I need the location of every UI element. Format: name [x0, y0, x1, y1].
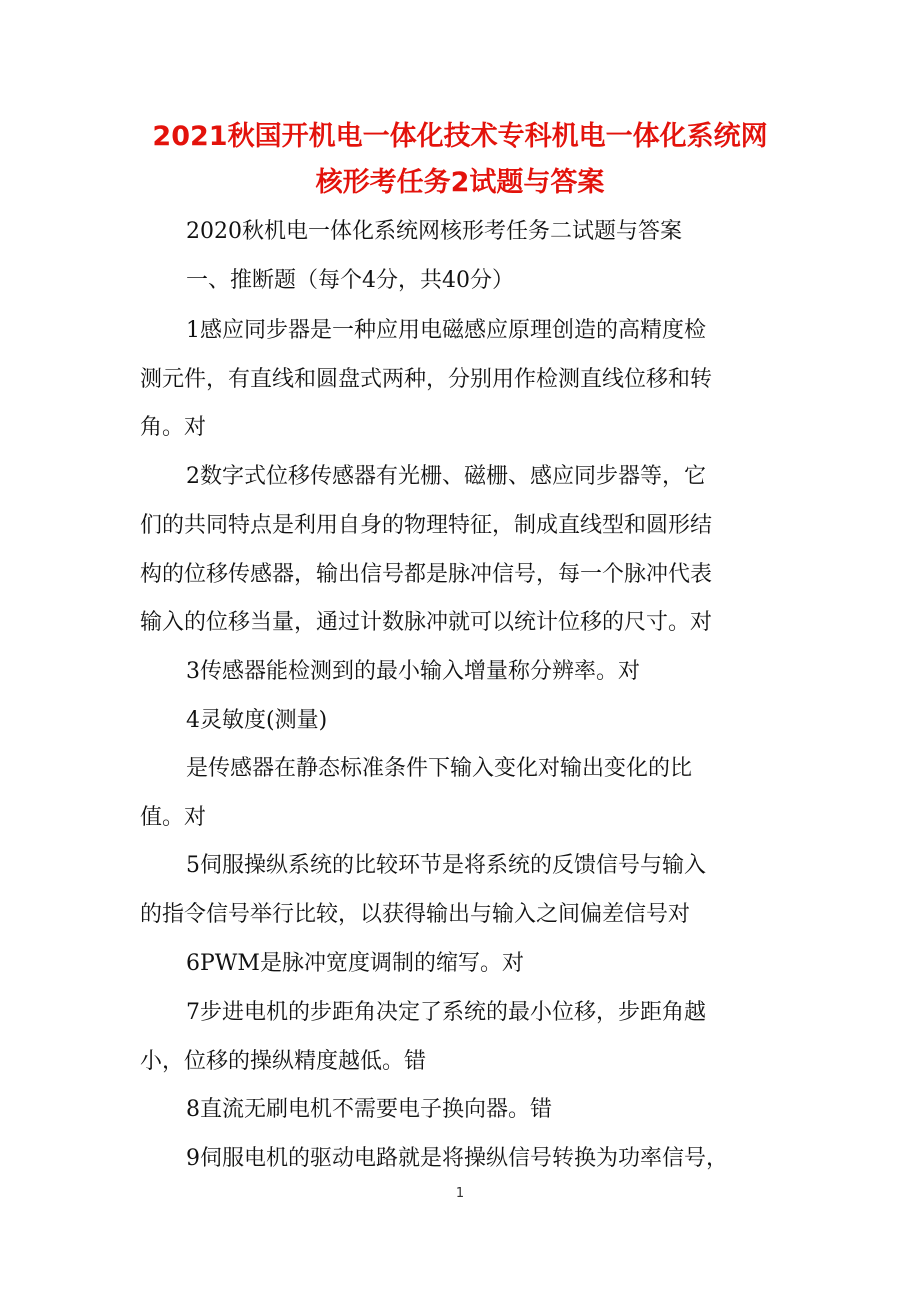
body-line: 的指令信号举行比较，以获得输出与输入之间偏差信号对	[140, 902, 691, 927]
body-line: 6PWM是脉冲宽度调制的缩写。对	[186, 951, 524, 976]
body-line: 2数字式位移传感器有光栅、磁栅、感应同步器等，它	[186, 464, 706, 489]
document-title-line-1: 2021秋国开机电一体化技术专科机电一体化系统网	[152, 121, 768, 152]
body-line: 们的共同特点是利用自身的物理特征，制成直线型和圆形结	[140, 513, 713, 538]
page-number: 1	[455, 1186, 465, 1201]
body-line: 8直流无刷电机不需要电子换向器。错	[186, 1097, 552, 1122]
body-line: 9伺服电机的驱动电路就是将操纵信号转换为功率信号，	[186, 1146, 728, 1171]
body-line: 构的位移传感器，输出信号都是脉冲信号，每一个脉冲代表	[140, 562, 713, 587]
body-line: 1感应同步器是一种应用电磁感应原理创造的高精度检	[186, 318, 706, 343]
body-line: 值。对	[140, 805, 207, 830]
body-line: 3传感器能检测到的最小输入增量称分辨率。对	[186, 659, 640, 684]
body-line: 4灵敏度(测量)	[186, 708, 328, 733]
document-subtitle: 2020秋机电一体化系统网核形考任务二试题与答案	[186, 219, 682, 244]
section-heading: 一、推断题（每个4分，共40分）	[186, 268, 514, 293]
body-line: 7步进电机的步距角决定了系统的最小位移，步距角越	[186, 1000, 706, 1025]
body-line: 角。对	[140, 415, 207, 440]
body-line: 5伺服操纵系统的比较环节是将系统的反馈信号与输入	[186, 853, 706, 878]
body-line: 是传感器在静态标准条件下输入变化对输出变化的比	[186, 756, 693, 781]
document-title-line-2: 核形考任务2试题与答案	[315, 167, 605, 198]
body-line: 小，位移的操纵精度越低。错	[140, 1049, 427, 1074]
body-line: 输入的位移当量，通过计数脉冲就可以统计位移的尺寸。对	[140, 610, 713, 635]
body-line: 测元件，有直线和圆盘式两种，分别用作检测直线位移和转	[140, 367, 713, 392]
